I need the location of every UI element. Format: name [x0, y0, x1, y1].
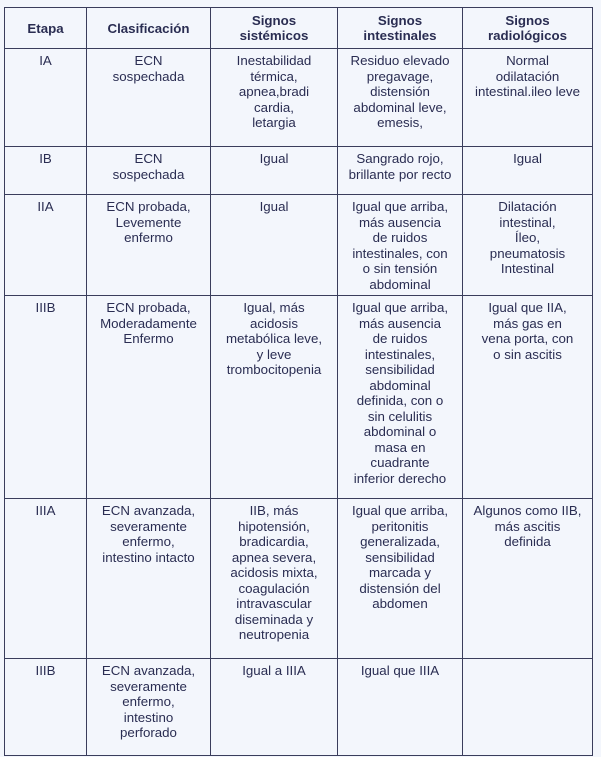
- cell-signos-sistemicos: Igual: [211, 147, 338, 195]
- cell-signos-sistemicos: Igual, más acidosis metabólica leve, y leve trombocitopenia: [211, 296, 338, 499]
- header-signos-intestinales: Signos intestinales: [338, 8, 463, 49]
- cell-signos-intestinales: Igual que arriba, más ausencia de ruidos intestinales, sensibilidad abdominal definida, con o sin celulitis abdominal o masa en cuadrante inferior derecho: [338, 296, 463, 499]
- header-clasificacion: Clasificación: [87, 8, 211, 49]
- cell-signos-radiologicos: [463, 659, 593, 756]
- cell-etapa: IB: [5, 147, 87, 195]
- cell-signos-sistemicos: Inestabilidad térmica, apnea,bradi cardia, letargia: [211, 49, 338, 147]
- nec-staging-table: [4, 7, 593, 756]
- cell-signos-sistemicos: IIB, más hipotensión, bradicardia, apnea severa, acidosis mixta, coagulación intravascular diseminada y neutropenia: [211, 499, 338, 659]
- cell-etapa: IIIB: [5, 296, 87, 499]
- header-row: [5, 8, 593, 49]
- cell-signos-intestinales: Igual que arriba, más ausencia de ruidos intestinales, con o sin tensión abdominal: [338, 195, 463, 296]
- cell-clasificacion: ECN probada, Levemente enfermo: [87, 195, 211, 296]
- cell-signos-intestinales: Igual que IIIA: [338, 659, 463, 756]
- cell-signos-radiologicos: Igual que IIA, más gas en vena porta, con o sin ascitis: [463, 296, 593, 499]
- cell-signos-intestinales: Sangrado rojo, brillante por recto: [338, 147, 463, 195]
- cell-etapa: IA: [5, 49, 87, 147]
- cell-signos-sistemicos: Igual a IIIA: [211, 659, 338, 756]
- header-signos-radiologicos: Signos radiológicos: [463, 8, 593, 49]
- cell-signos-radiologicos: Normal odilatación intestinal.ileo leve: [463, 49, 593, 147]
- table-row: [5, 147, 593, 195]
- header-etapa: Etapa: [5, 8, 87, 49]
- cell-clasificacion: ECN probada, Moderadamente Enfermo: [87, 296, 211, 499]
- table-row: [5, 659, 593, 756]
- cell-clasificacion: ECN sospechada: [87, 147, 211, 195]
- cell-signos-sistemicos: Igual: [211, 195, 338, 296]
- cell-etapa: IIIA: [5, 499, 87, 659]
- table-row: [5, 499, 593, 659]
- table-row: [5, 49, 593, 147]
- cell-clasificacion: ECN sospechada: [87, 49, 211, 147]
- cell-clasificacion: ECN avanzada, severamente enfermo, intestino perforado: [87, 659, 211, 756]
- cell-signos-radiologicos: Algunos como IIB, más ascitis definida: [463, 499, 593, 659]
- cell-etapa: IIA: [5, 195, 87, 296]
- cell-clasificacion: ECN avanzada, severamente enfermo, intestino intacto: [87, 499, 211, 659]
- cell-etapa: IIIB: [5, 659, 87, 756]
- cell-signos-intestinales: Residuo elevado pregavage, distensión abdominal leve, emesis,: [338, 49, 463, 147]
- table-row: [5, 195, 593, 296]
- header-signos-sistemicos: Signos sistémicos: [211, 8, 338, 49]
- cell-signos-radiologicos: Igual: [463, 147, 593, 195]
- cell-signos-intestinales: Igual que arriba, peritonitis generalizada, sensibilidad marcada y distensión del abdomen: [338, 499, 463, 659]
- table-row: [5, 296, 593, 499]
- cell-signos-radiologicos: Dilatación intestinal, Íleo, pneumatosis Intestinal: [463, 195, 593, 296]
